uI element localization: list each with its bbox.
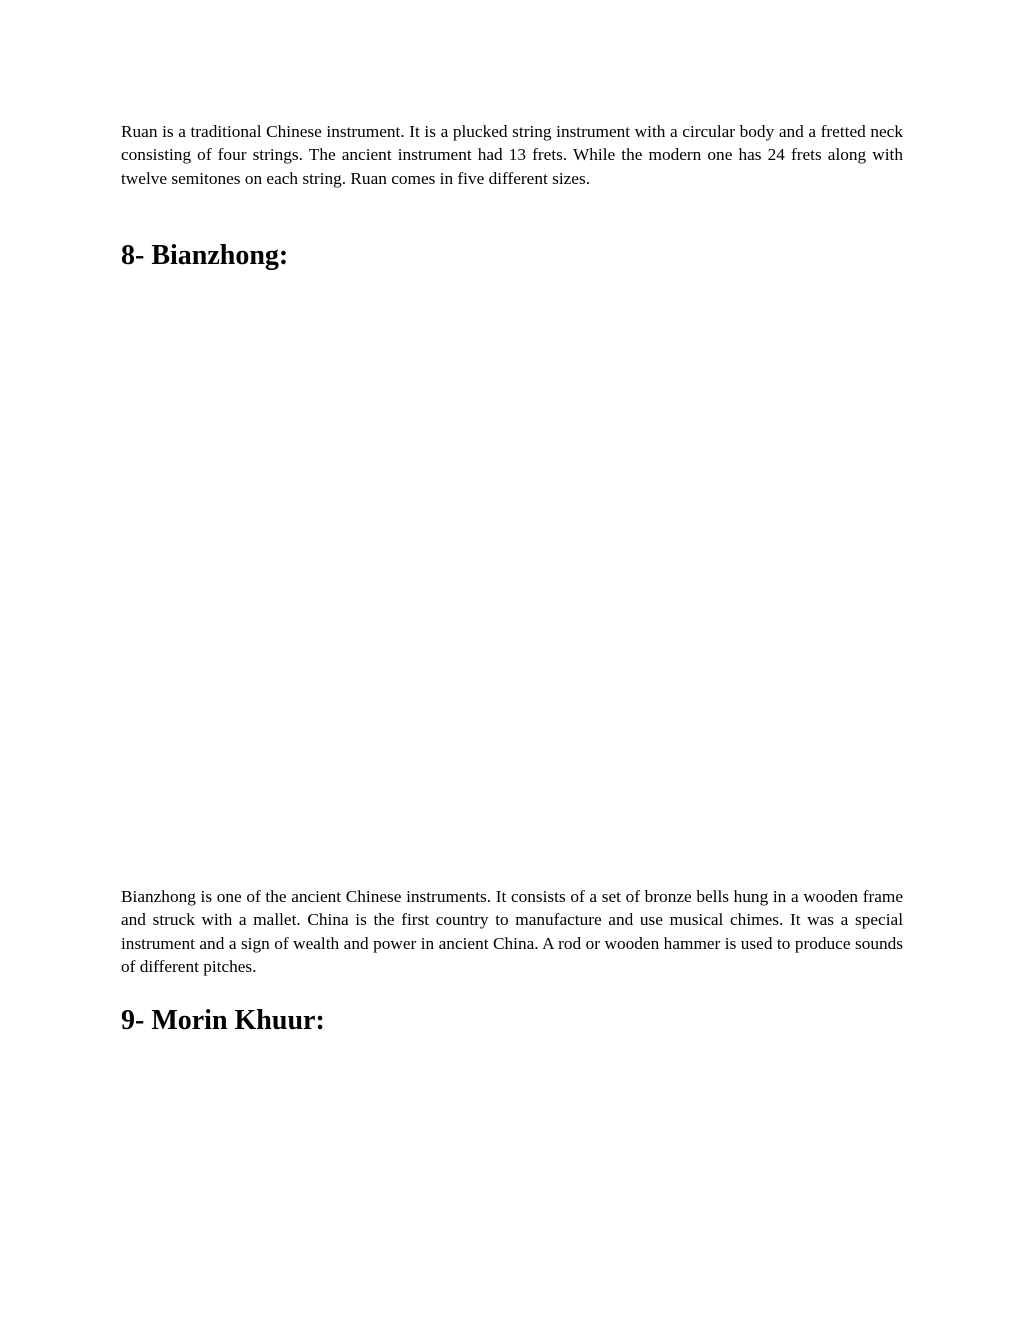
bianzhong-heading: 8- Bianzhong: <box>121 240 289 271</box>
bianzhong-description-paragraph: Bianzhong is one of the ancient Chinese instruments. It consists of a set of bronze bells hung in a wooden frame and struck with a mallet. China is the first country to manufacture and use musical chimes. It was a special instrument and a sign of wealth and power in ancient China. A rod or wooden hammer is used to produce sounds of different pitches. <box>121 887 903 976</box>
ruan-description-paragraph: Ruan is a traditional Chinese instrument. It is a plucked string instrument with a circular body and a fretted neck consisting of four strings. The ancient instrument had 13 frets. While the modern one has 24 frets along with twelve semitones on each string. Ruan comes in five different sizes. <box>121 122 903 188</box>
bianzhong-image-area <box>121 285 903 875</box>
morin-khuur-heading: 9- Morin Khuur: <box>121 1005 325 1036</box>
